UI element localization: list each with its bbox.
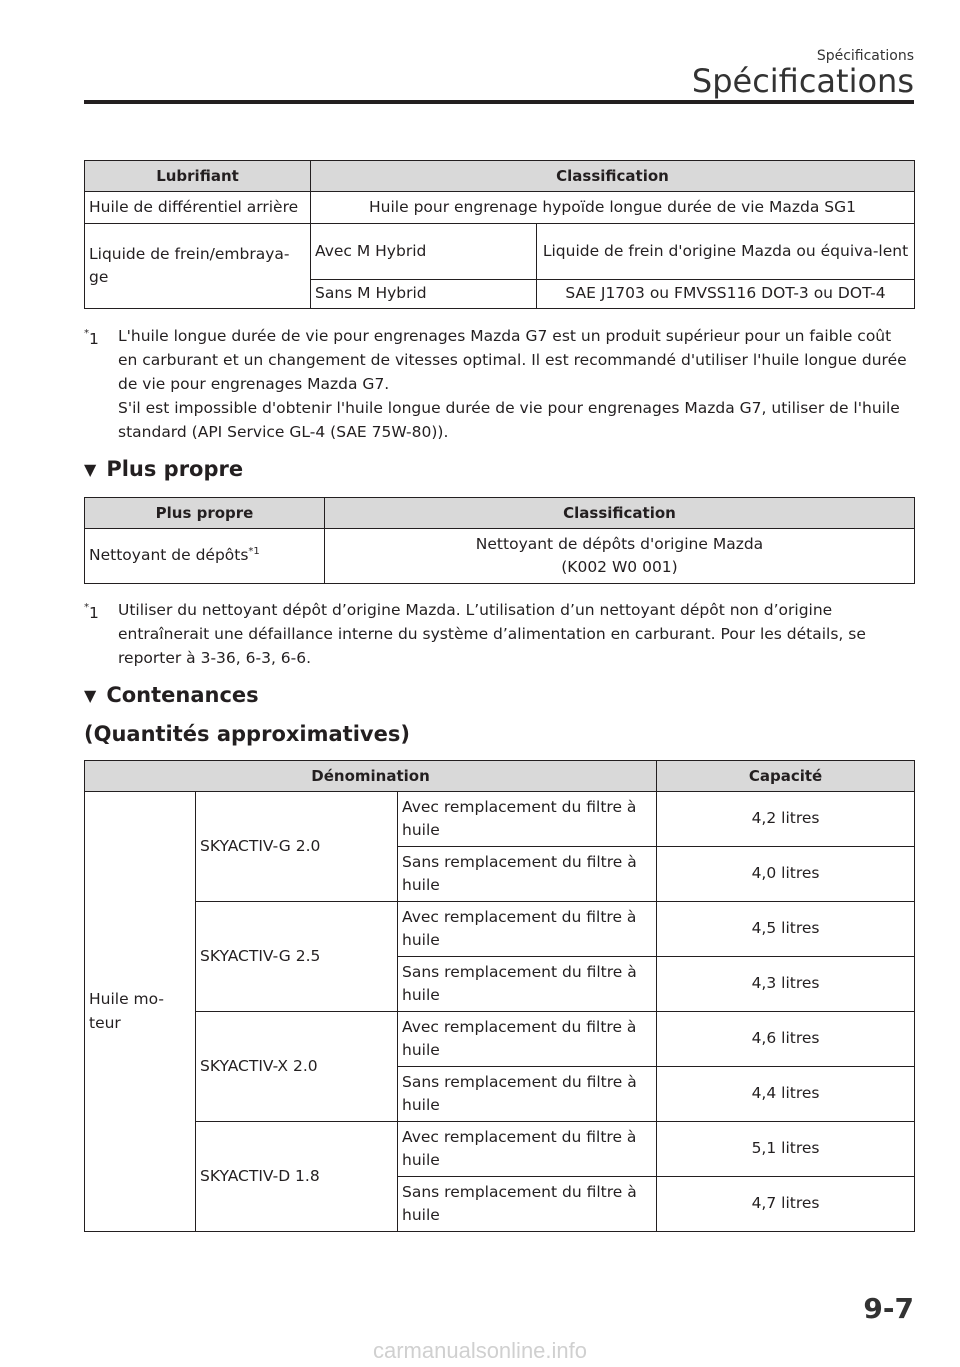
without-filter-value: 4,3 litres [657, 957, 915, 1012]
without-filter-label: Sans remplacement du filtre à huile [398, 1067, 657, 1122]
footnote-2-text: Utiliser du nettoyant dépôt d’origine Mazda. L’utilisation d’un nettoyant dépôt non d’origine entraînerait une défaillance interne du système d’alimentation en carburant. Pour les détails, se reporter à 3-36, 6-3, 6-6. [118, 601, 866, 667]
lub-diff-value: Huile pour engrenage hypoïde longue durée de vie Mazda SG1 [311, 192, 915, 224]
lub-diff-name: Huile de différentiel arrière [85, 192, 311, 224]
lub-header-lubricant: Lubrifiant [85, 161, 311, 192]
engine-name: SKYACTIV-X 2.0 [196, 1012, 398, 1122]
footnote-1-text-b: S'il est impossible d'obtenir l'huile longue durée de vie pour engrenages Mazda G7, utiliser de l'huile standard (API Service GL-4 (SAE 75W-80)). [118, 399, 900, 441]
cleaner-header-classification: Classification [325, 498, 915, 529]
engine-name: SKYACTIV-G 2.5 [196, 902, 398, 1012]
footnote-mark: *1 [84, 328, 99, 349]
with-filter-label: Avec remplacement du filtre à huile [398, 792, 657, 847]
lub-brake-sub1: Avec M Hybrid [311, 224, 537, 280]
lub-brake-name: Liquide de frein/embraya-ge [85, 224, 311, 309]
cleaner-table [84, 497, 915, 584]
footnote-1 [84, 324, 914, 444]
section-heading-cleaner [84, 457, 243, 482]
with-filter-value: 4,5 litres [657, 902, 915, 957]
lub-brake-sub2: Sans M Hybrid [311, 280, 537, 309]
cap-group-engine-oil: Huile mo-teur [85, 792, 196, 1232]
lubricant-table [84, 160, 915, 309]
with-filter-label: Avec remplacement du filtre à huile [398, 1012, 657, 1067]
subtitle-approx: (Quantités approximatives) [84, 722, 410, 746]
footnote-mark: *1 [84, 602, 99, 623]
without-filter-label: Sans remplacement du filtre à huile [398, 847, 657, 902]
with-filter-value: 4,6 litres [657, 1012, 915, 1067]
lub-brake-val1: Liquide de frein d'origine Mazda ou équiva-lent [537, 224, 915, 280]
lub-brake-val2: SAE J1703 ou FMVSS116 DOT-3 ou DOT-4 [537, 280, 915, 309]
triangle-down-icon: ▼ [84, 460, 97, 479]
header-rule [84, 100, 914, 104]
cap-header-capacity: Capacité [657, 761, 915, 792]
without-filter-label: Sans remplacement du filtre à huile [398, 1177, 657, 1232]
without-filter-label: Sans remplacement du filtre à huile [398, 957, 657, 1012]
section-title: Contenances [106, 683, 259, 707]
with-filter-label: Avec remplacement du filtre à huile [398, 1122, 657, 1177]
cleaner-header-name: Plus propre [85, 498, 325, 529]
section-title: Plus propre [106, 457, 244, 481]
engine-name: SKYACTIV-D 1.8 [196, 1122, 398, 1232]
cap-header-name: Dénomination [85, 761, 657, 792]
watermark: carmanualsonline.info [372, 1338, 588, 1363]
cleaner-value-cell: Nettoyant de dépôts d'origine Mazda (K002 W0 001) [325, 529, 915, 584]
without-filter-value: 4,7 litres [657, 1177, 915, 1232]
page-number: 9-7 [863, 1292, 914, 1325]
footnote-1-text-a: L'huile longue durée de vie pour engrenages Mazda G7 est un produit supérieur pour un faible coût en carburant et un changement de vitesses optimal. Il est recommandé d'utiliser l'huile longue durée de vie pour engrenages Mazda G7. [118, 327, 907, 393]
lub-header-classification: Classification [311, 161, 915, 192]
header-title: Spécifications [691, 62, 914, 100]
without-filter-value: 4,4 litres [657, 1067, 915, 1122]
with-filter-value: 4,2 litres [657, 792, 915, 847]
header-section-label: Spécifications [816, 48, 914, 64]
with-filter-label: Avec remplacement du filtre à huile [398, 902, 657, 957]
capacity-table [84, 760, 915, 1232]
cleaner-name-cell: Nettoyant de dépôts$^{*1}$ [85, 529, 325, 584]
engine-name: SKYACTIV-G 2.0 [196, 792, 398, 902]
triangle-down-icon: ▼ [84, 686, 97, 705]
with-filter-value: 5,1 litres [657, 1122, 915, 1177]
without-filter-value: 4,0 litres [657, 847, 915, 902]
section-heading-capacities [84, 683, 259, 708]
footnote-2 [84, 598, 914, 670]
